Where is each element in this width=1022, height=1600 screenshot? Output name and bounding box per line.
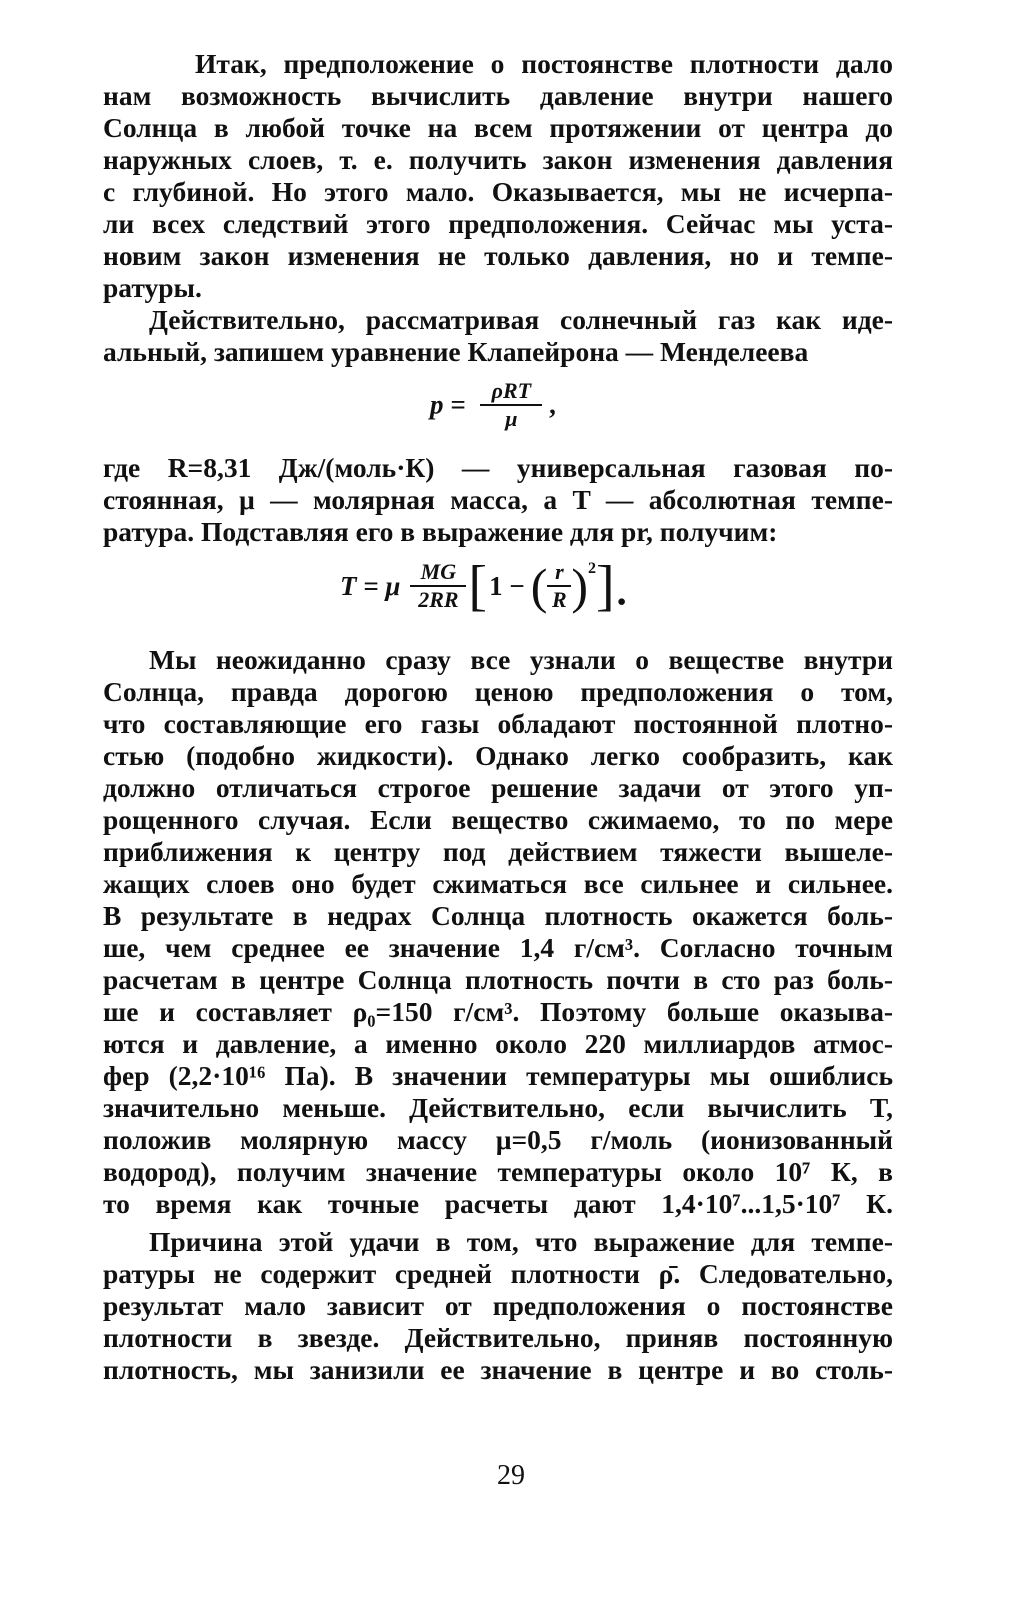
formula-lhs: T = μ: [340, 570, 401, 601]
denominator: 2RR: [418, 587, 459, 612]
text-line: Причина этой удачи в том, что выражение для темпе-: [149, 1226, 893, 1257]
text-line: где R=8,31 Дж/(моль·К) — универсальная газовая по-: [103, 452, 893, 483]
inner-numerator: r: [555, 559, 564, 584]
page-number: 29: [497, 1460, 525, 1491]
numerator: MG: [420, 559, 457, 584]
text-line: Мы неожиданно сразу все узнали о веществе внутри: [149, 644, 893, 675]
ideal-gas-formula: [430, 378, 556, 432]
text-line: Итак, предположение о постоянстве плотности дало: [195, 48, 893, 79]
text-line: альный, запишем уравнение Клапейрона — Менделеева: [103, 336, 809, 367]
text-line: что составляющие его газы обладают постоянной плотно-: [103, 708, 893, 739]
text-line: рощенного случая. Если вещество сжимаемо, то по мере: [103, 804, 893, 835]
text-line: результат мало зависит от предположения о постоянстве: [103, 1290, 893, 1321]
text-line: новим закон изменения не только давления, но и темпе-: [103, 240, 893, 271]
formula-trail: ,: [549, 389, 556, 420]
text-line: плотности в звезде. Действительно, приняв постоянную: [103, 1322, 893, 1353]
fraction: [480, 378, 542, 432]
numerator: ρRT: [491, 378, 532, 403]
exponent: 2: [588, 560, 597, 577]
text-line: ли всех следствий этого предположения. Сейчас мы уста-: [103, 208, 893, 239]
denominator: μ: [505, 406, 518, 431]
one-minus: 1 −: [489, 570, 525, 601]
text-line: ратуры.: [103, 272, 202, 303]
text-line: стью (подобно жидкости). Однако легко сообразить, как: [103, 740, 893, 771]
text-line: Солнца в любой точке на всем протяжении от центра до: [103, 112, 893, 143]
text-line: ются и давление, а именно около 220 миллиардов атмос-: [103, 1028, 893, 1059]
text-line: приближения к центру под действием тяжести вышеле-: [103, 836, 893, 867]
text-line: расчетам в центре Солнца плотность почти в сто раз боль-: [103, 964, 893, 995]
text-line: с глубиной. Но этого мало. Оказывается, мы не исчерпа-: [103, 176, 893, 207]
formula-lhs: p =: [430, 389, 466, 420]
text-line: значительно меньше. Действительно, если вычислить T,: [103, 1092, 893, 1123]
bracket-close: ].: [596, 555, 629, 617]
text-line: нам возможность вычислить давление внутри нашего: [103, 80, 893, 111]
inner-fraction: [547, 559, 571, 613]
text-line: наружных слоев, т. е. получить закон изменения давления: [103, 144, 893, 175]
text-line: ратура. Подставляя его в выражение для pr, получим:: [103, 516, 778, 547]
text-line: В результате в недрах Солнца плотность окажется боль-: [103, 900, 893, 931]
text-line: должно отличаться строгое решение задачи от этого уп-: [103, 772, 893, 803]
text-line: Действительно, рассматривая солнечный газ как иде-: [149, 304, 893, 335]
text-line: плотность, мы занизили ее значение в центре и во столь-: [103, 1354, 893, 1385]
temperature-formula: [340, 556, 629, 616]
inner-denominator: R: [552, 587, 567, 612]
text-line: водород), получим значение температуры около 10⁷ К, в: [103, 1156, 893, 1187]
text-line: жащих слоев оно будет сжиматься все сильнее и сильнее.: [103, 868, 893, 899]
text-line: положив молярную массу μ=0,5 г/моль (ионизованный: [103, 1124, 893, 1155]
bracket-open: [: [468, 555, 488, 617]
text-line: стоянная, μ — молярная масса, а T — абсолютная темпе-: [103, 484, 893, 515]
fraction: [410, 559, 466, 613]
text-line: ратуры не содержит средней плотности ρ̄. Следовательно,: [103, 1258, 893, 1289]
text-line: фер (2,2·10¹⁶ Па). В значении температуры мы ошиблись: [103, 1060, 893, 1091]
paren-close: ): [571, 558, 589, 614]
text-line: ше, чем среднее ее значение 1,4 г/см³. Согласно точным: [103, 932, 893, 963]
text-line: то время как точные расчеты дают 1,4·10⁷...1,5·10⁷ К.: [103, 1188, 893, 1219]
text-line: Солнца, правда дорогою ценою предположения о том,: [103, 676, 893, 707]
paren-open: (: [530, 558, 548, 614]
text-line: ше и составляет ρ₀=150 г/см³. Поэтому больше оказыва-: [103, 996, 893, 1027]
